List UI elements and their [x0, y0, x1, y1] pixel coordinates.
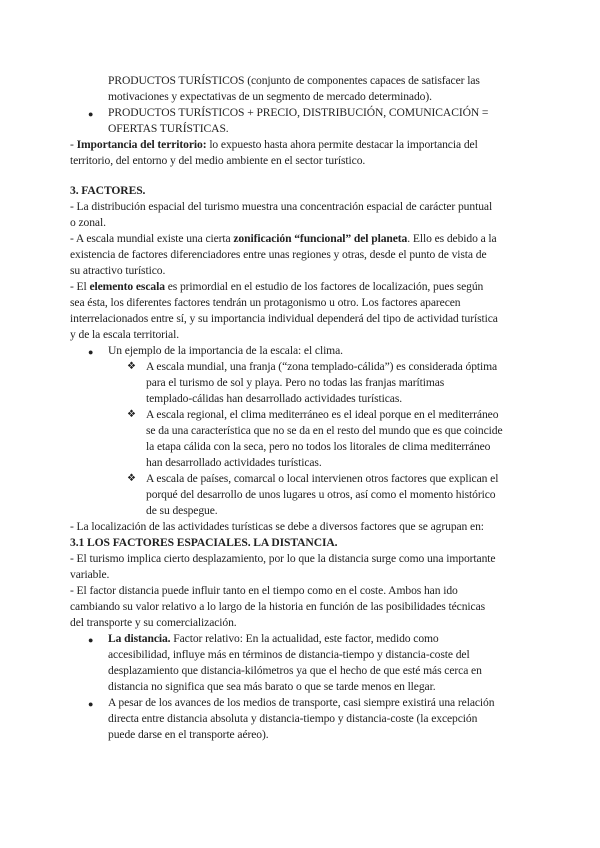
text-line: PRODUCTOS TURÍSTICOS + PRECIO, DISTRIBUCIÓN, COMUNICACIÓN = [108, 106, 489, 119]
diamond-bullet-icon: ❖ [127, 409, 136, 420]
text-line: distancia no significa que sea más barato o que se tarde menos en llegar. [108, 680, 436, 693]
bullet-icon: ● [88, 347, 94, 357]
text-line: o zonal. [70, 216, 106, 229]
text-line: su atractivo turístico. [70, 264, 166, 277]
diamond-bullet-icon: ❖ [127, 361, 136, 372]
diamond-bullet-icon: ❖ [127, 473, 136, 484]
text-line: se da una característica que no se da en el resto del mundo que es que coincide [146, 424, 503, 437]
text-line: del transporte y su comercialización. [70, 616, 237, 629]
text-line: - A escala mundial existe una cierta zonificación “funcional” del planeta. Ello es debido a la [70, 232, 497, 245]
text-line: de su despegue. [146, 504, 218, 517]
text-line: cambiando su valor relativo a lo largo de la historia en función de las posibilidades técnicas [70, 600, 486, 613]
text-line: La distancia. Factor relativo: En la actualidad, este factor, medido como [108, 632, 439, 645]
text-line: desplazamiento que distancia-kilómetros ya que el hecho de que esté más cerca en [108, 664, 482, 677]
text-line: variable. [70, 568, 110, 581]
text-line: - La distribución espacial del turismo muestra una concentración espacial de carácter puntual [70, 200, 493, 213]
text-line: motivaciones y expectativas de un segmento de mercado determinado). [108, 90, 432, 103]
text-line: para el turismo de sol y playa. Pero no todas las franjas marítimas [146, 376, 445, 389]
bold-term: Importancia del territorio: [76, 138, 207, 151]
text-line: A escala de países, comarcal o local intervienen otros factores que explican el [146, 472, 499, 485]
bullet-icon: ● [88, 635, 94, 645]
bullet-icon: ● [88, 699, 94, 709]
text-line: - El factor distancia puede influir tanto en el tiempo como en el coste. Ambos han ido [70, 584, 458, 597]
text-line: A pesar de los avances de los medios de transporte, casi siempre existirá una relación [108, 696, 495, 709]
section-heading: 3. FACTORES. [70, 184, 146, 197]
text-line: territorio, del entorno y del medio ambiente en el sector turístico. [70, 154, 366, 167]
text-line: - El turismo implica cierto desplazamiento, por lo que la distancia surge como una importante [70, 552, 496, 565]
text-line: A escala regional, el clima mediterráneo es el ideal porque en el mediterráneo [146, 408, 499, 421]
text-line: directa entre distancia absoluta y distancia-tiempo y distancia-coste (la excepción [108, 712, 478, 725]
text-line: puede darse en el transporte aéreo). [108, 728, 269, 741]
text-line: OFERTAS TURÍSTICAS. [108, 122, 229, 135]
text-line: - La localización de las actividades turísticas se debe a diversos factores que se agrupan en: [70, 520, 484, 533]
text-line: sea ésta, los diferentes factores tendrán un protagonismo u otro. Los factores aparecen [70, 296, 461, 309]
text-line: la etapa cálida con la seca, pero no todos los litorales de clima mediterráneo [146, 440, 491, 453]
text-line: han desarrollado actividades turísticas. [146, 456, 322, 469]
bullet-icon: ● [88, 109, 94, 119]
text-line: A escala mundial, una franja (“zona templado-cálida”) es considerada óptima [146, 360, 498, 373]
territorio-paragraph: - Importancia del territorio: lo expuesto hasta ahora permite destacar la importancia del [70, 138, 478, 151]
text-line: porqué del desarrollo de unos lugares u otros, así como el momento histórico [146, 488, 496, 501]
text-line: existencia de factores diferenciadores entre unas regiones y otras, desde el punto de vista de [70, 248, 487, 261]
text-line: y de la escala territorial. [70, 328, 179, 341]
text-line: PRODUCTOS TURÍSTICOS (conjunto de componentes capaces de satisfacer las [108, 74, 480, 87]
text-line: Un ejemplo de la importancia de la escala: el clima. [108, 344, 343, 357]
text-line: accesibilidad, influye más en términos de distancia-tiempo y distancia-coste del [108, 648, 470, 661]
text-line: interrelacionados entre sí, y su importancia individual dependerá del tipo de actividad turística [70, 312, 498, 325]
subsection-heading: 3.1 LOS FACTORES ESPACIALES. LA DISTANCIA. [70, 536, 338, 549]
text-line: templado-cálidas han desarrollado actividades turísticas. [146, 392, 403, 405]
text-line: - El elemento escala es primordial en el estudio de los factores de localización, pues según [70, 280, 484, 293]
